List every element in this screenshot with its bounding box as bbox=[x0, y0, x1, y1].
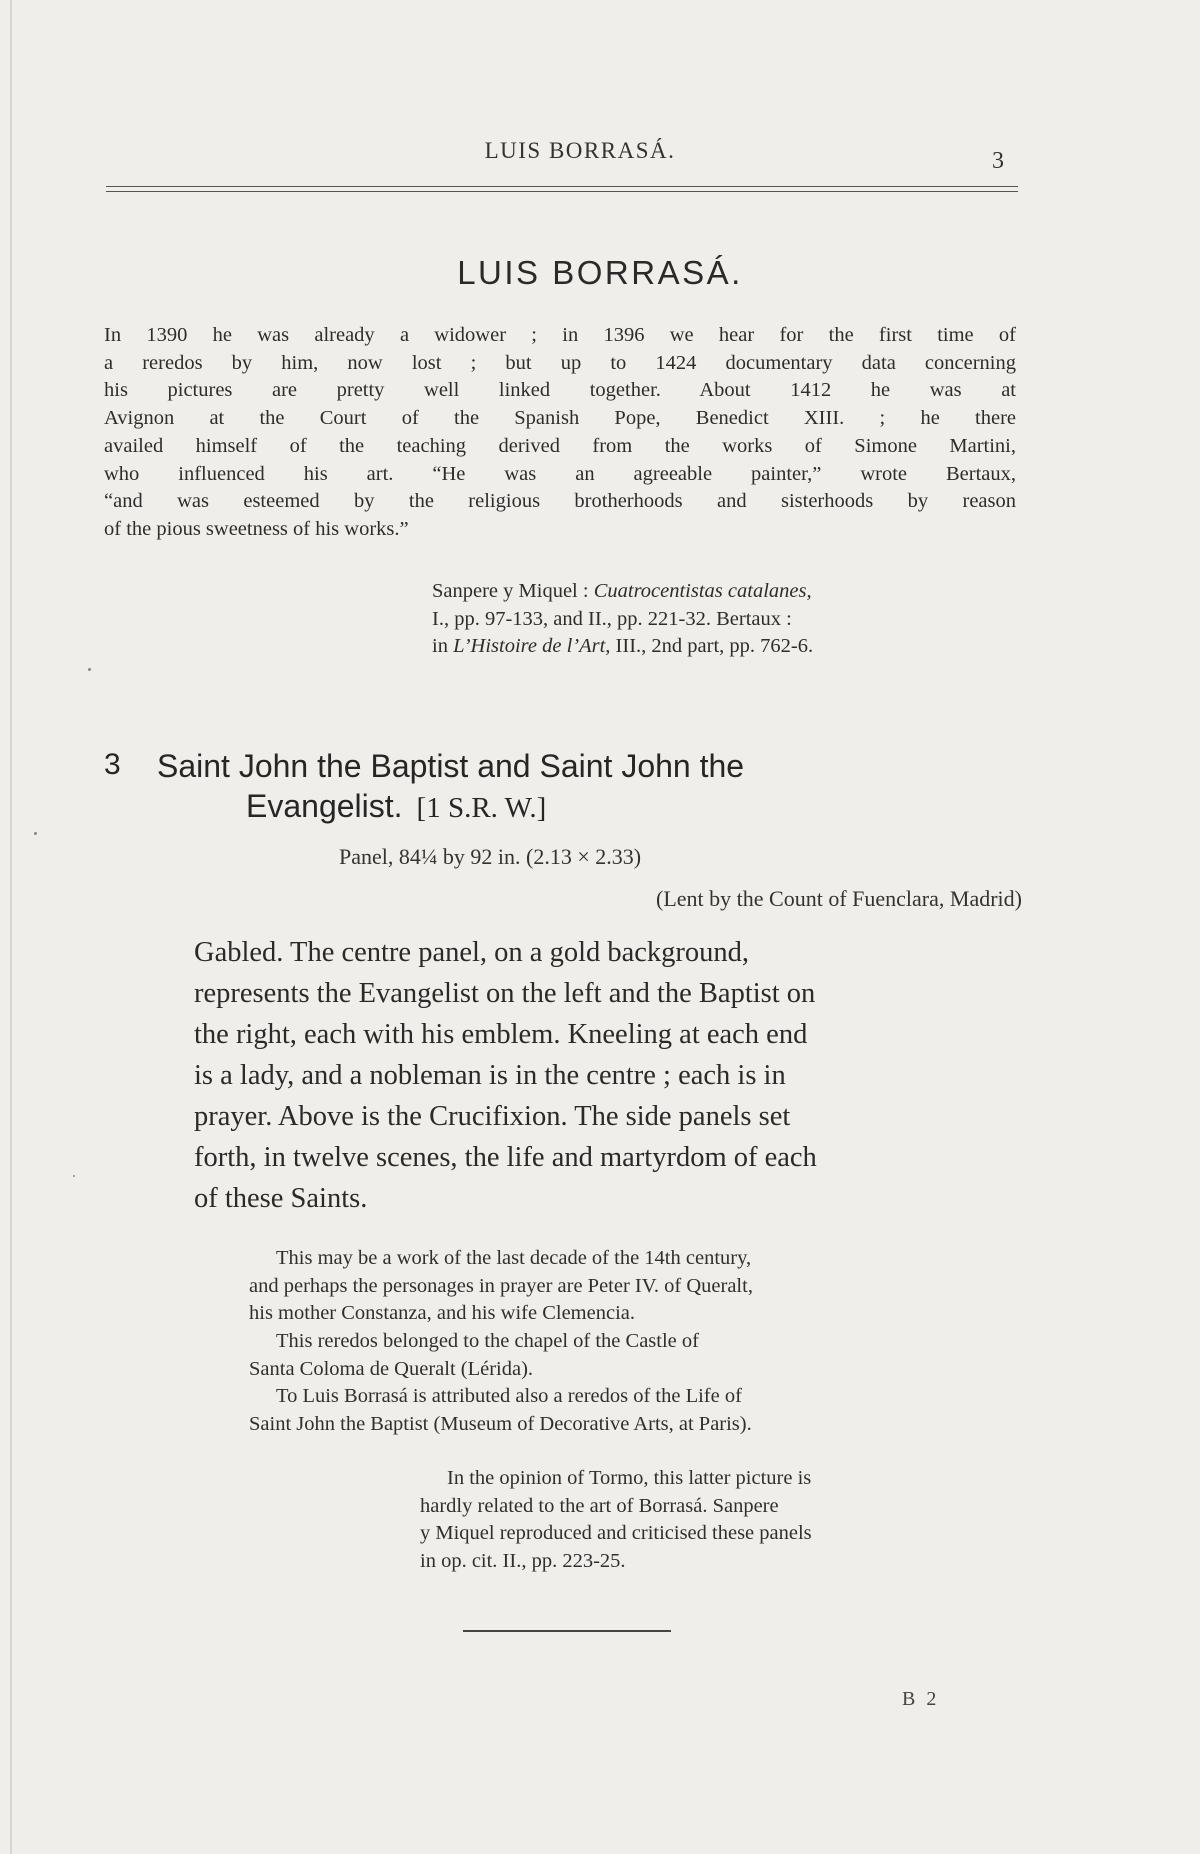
bibliography-title: Cuatrocentistas catalanes, bbox=[593, 580, 812, 602]
paper-speck bbox=[34, 832, 37, 835]
note-paragraph bbox=[249, 1245, 1019, 1328]
note-line: To Luis Borrasá is attributed also a reredos of the Life of bbox=[276, 1385, 742, 1407]
description-line: forth, in twelve scenes, the life and martyrdom of each bbox=[194, 1142, 817, 1173]
description-line: is a lady, and a nobleman is in the centre ; each is in bbox=[194, 1060, 786, 1091]
paper-speck bbox=[73, 1175, 75, 1177]
note-paragraph bbox=[249, 1328, 1019, 1383]
intro-line: In 1390 he was already a widower ; in 1396 we hear for the first time of bbox=[104, 324, 1016, 346]
opinion-line: In the opinion of Tormo, this latter picture is bbox=[447, 1467, 812, 1489]
item-dimensions: Panel, 84¼ by 92 in. (2.13 × 2.33) bbox=[339, 844, 642, 869]
description-line: the right, each with his emblem. Kneeling at each end bbox=[194, 1019, 808, 1050]
item-title-line2 bbox=[246, 786, 546, 828]
note-line: Santa Coloma de Queralt (Lérida). bbox=[249, 1357, 534, 1380]
description-line: of these Saints. bbox=[194, 1183, 368, 1214]
printer-signature: B 2 bbox=[902, 1688, 940, 1710]
header-rule-bottom bbox=[106, 191, 1018, 192]
paper-speck bbox=[88, 668, 91, 671]
opinion-line: y Miquel reproduced and criticised these panels bbox=[420, 1522, 812, 1544]
opinion-line: hardly related to the art of Borrasá. Sanpere bbox=[420, 1494, 779, 1517]
bibliography-author: Sanpere y Miquel : bbox=[432, 580, 589, 602]
item-title-line1: Saint John the Baptist and Saint John the bbox=[157, 748, 745, 784]
note-line: his mother Constanza, and his wife Clemencia. bbox=[249, 1302, 635, 1324]
description-line: Gabled. The centre panel, on a gold background, bbox=[194, 937, 750, 968]
description-line: represents the Evangelist on the left and the Baptist on bbox=[194, 978, 816, 1009]
intro-line: availed himself of the teaching derived from the works of Simone Martini, bbox=[104, 434, 1016, 457]
bibliography bbox=[432, 578, 1014, 661]
intro-line: Avignon at the Court of the Spanish Pope, Benedict XIII. ; he there bbox=[104, 407, 1016, 430]
note-line: and perhaps the personages in prayer are Peter IV. of Queralt, bbox=[249, 1274, 753, 1297]
note-line: This reredos belonged to the chapel of the Castle of bbox=[276, 1330, 699, 1352]
intro-paragraph bbox=[104, 322, 1016, 544]
catalog-reference: [1 S.R. W.] bbox=[416, 792, 547, 824]
running-head: LUIS BORRASÁ. bbox=[484, 138, 676, 163]
header-rule-top bbox=[106, 186, 1018, 187]
description-line: prayer. Above is the Crucifixion. The side panels set bbox=[194, 1101, 791, 1132]
intro-line: a reredos by him, now lost ; but up to 1424 documentary data concerning bbox=[104, 351, 1016, 374]
section-end-rule bbox=[463, 1630, 671, 1632]
intro-line: “and was esteemed by the religious brotherhoods and sisterhoods by reason bbox=[104, 490, 1016, 513]
chapter-title: LUIS BORRASÁ. bbox=[457, 254, 743, 291]
note-line: Saint John the Baptist (Museum of Decorative Arts, at Paris). bbox=[249, 1412, 752, 1435]
bibliography-pages: III., 2nd part, pp. 762-6. bbox=[615, 635, 814, 657]
bibliography-line: I., pp. 97-133, and II., pp. 221-32. Bertaux : bbox=[432, 607, 792, 630]
note-line: This may be a work of the last decade of the 14th century, bbox=[276, 1247, 752, 1269]
opinion-paragraph bbox=[420, 1465, 1018, 1575]
intro-line: his pictures are pretty well linked together. About 1412 he was at bbox=[104, 379, 1016, 402]
intro-line: who influenced his art. “He was an agreeable painter,” wrote Bertaux, bbox=[104, 462, 1016, 485]
bibliography-work: L’Histoire de l’Art, bbox=[453, 635, 611, 657]
intro-line: of the pious sweetness of his works.” bbox=[104, 517, 409, 540]
item-number: 3 bbox=[104, 748, 121, 781]
page-edge-shadow bbox=[10, 0, 12, 1854]
note-paragraph bbox=[249, 1383, 1019, 1438]
bibliography-prefix: in bbox=[432, 635, 448, 657]
opinion-line: in op. cit. II., pp. 223-25. bbox=[420, 1549, 626, 1572]
page-number: 3 bbox=[992, 148, 1004, 174]
item-title-continued: Evangelist. bbox=[246, 788, 403, 824]
item-lender: (Lent by the Count of Fuenclara, Madrid) bbox=[656, 886, 1022, 911]
bibliography-line bbox=[432, 578, 1014, 606]
bibliography-line bbox=[432, 633, 1014, 661]
item-description bbox=[194, 932, 1020, 1219]
